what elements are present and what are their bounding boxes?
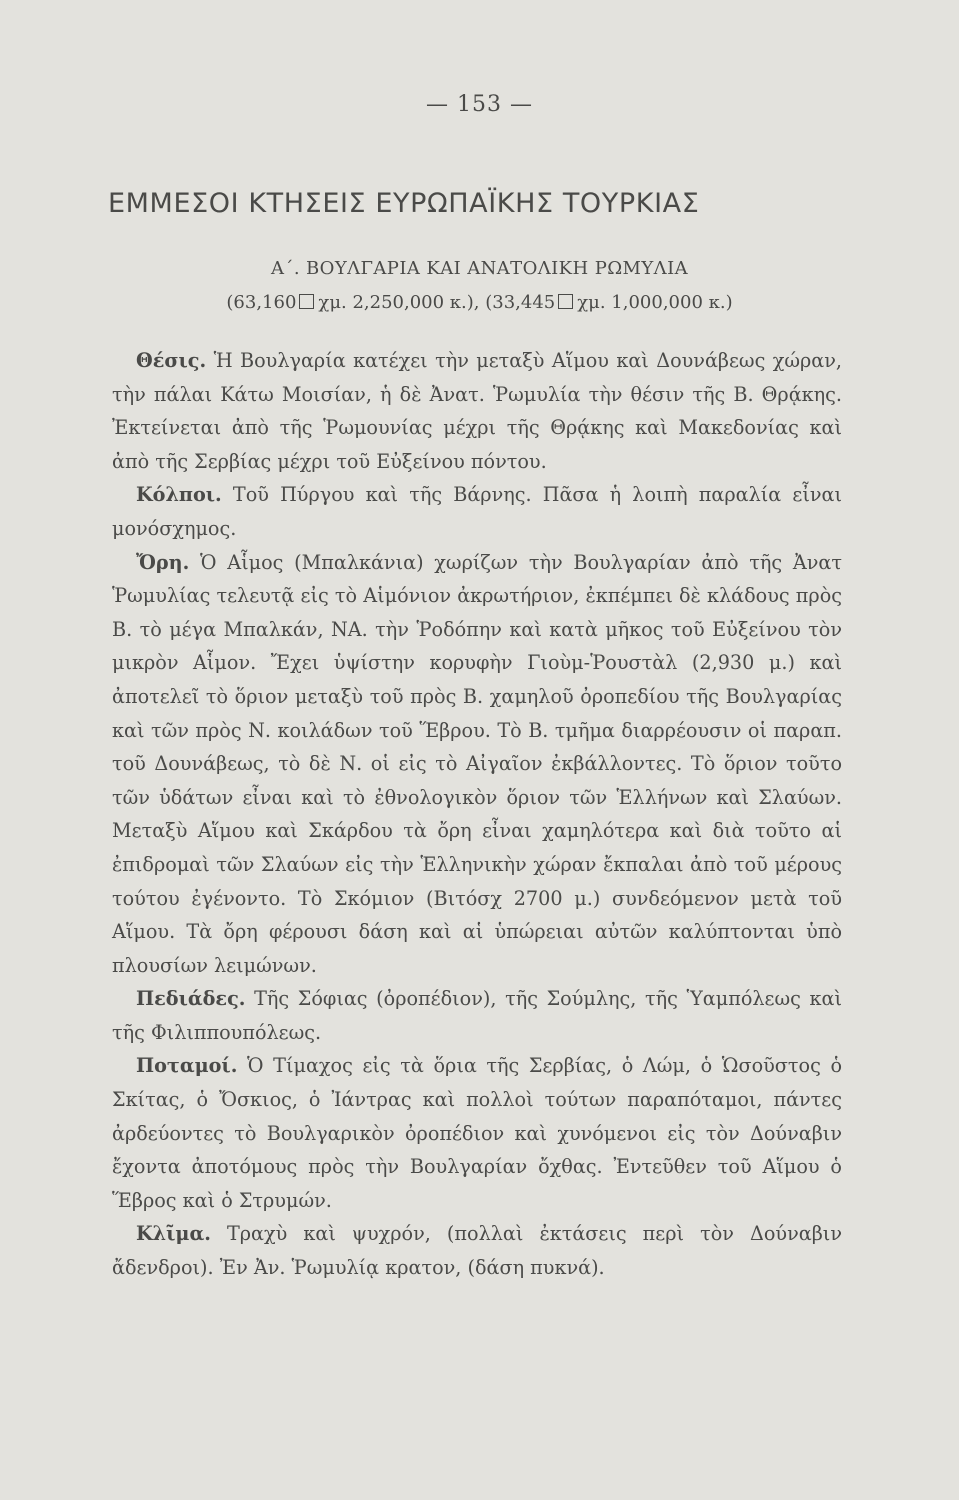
paragraph-climate [112,1217,842,1284]
paragraph-plains [112,982,842,1049]
paragraph-heading: Κόλποι. [136,483,222,507]
paragraph-heading: Ὄρη. [136,550,190,574]
section-subtitle: Α΄. ΒΟΥΛΓΑΡΙΑ ΚΑΙ ΑΝΑΤΟΛΙΚΗ ΡΩΜΥΛΙΑ [271,258,688,279]
paragraph-text: Ἡ Βουλγαρία κατέχει τὴν μεταξὺ Αἵμου καὶ Δουνάβεως χώραν, τὴν πάλαι Κάτω Μοισίαν, ἡ δὲ Ἀνατ. Ῥωμυλία τὴν θέσιν τῆς Β. Θρᾴκης. Ἐκτείνεται ἀπὸ τῆς Ῥωμουνίας μέχρι τῆς Θρᾴκης καὶ Μακεδονίας καὶ ἀπὸ τῆς Σερβίας μέχρι τοῦ Εὐξείνου πόντου. [112,349,842,473]
paragraph-gulfs [112,478,842,545]
square-symbol-icon [558,294,573,309]
stats-part1: χμ. 2,250,000 κ.), (33,445 [318,292,556,313]
paragraph-text: Ὁ Αἷμος (Μπαλκάνια) χωρίζων τὴν Βουλγαρίαν ἀπὸ τῆς Ἀνατ Ῥωμυλίας τελευτᾷ εἰς τὸ Αἱμόνιον ἀκρωτήριον, ἐκπέμπει δὲ κλάδους πρὸς Β. τὸ μέγα Μπαλκάν, ΝΑ. τὴν Ῥοδόπην καὶ κατὰ μῆκος τοῦ Εὐξείνου τὸν μικρὸν Αἷμον. Ἔχει ὑψίστην κορυφὴν Γιοὺμ-Ῥουστὰλ (2,930 μ.) καὶ ἀποτελεῖ τὸ ὅριον μεταξὺ τοῦ πρὸς Β. χαμηλοῦ ὀροπεδίου τῆς Βουλγαρίας καὶ τῶν πρὸς Ν. κοιλάδων τοῦ Ἕβρου. Τὸ Β. τμῆμα διαρρέουσιν οἱ παραπ. τοῦ Δουνάβεως, τὸ δὲ Ν. οἱ εἰς τὸ Αἰγαῖον ἐκβάλλοντες. Τὸ ὅριον τοῦτο τῶν ὑδάτων εἶναι καὶ τὸ ἐθνολογικὸν ὅριον τῶν Ἑλλήνων καὶ Σλαύων. Μεταξὺ Αἵμου καὶ Σκάρδου τὰ ὄρη εἶναι χαμηλότερα καὶ διὰ τοῦτο αἱ ἐπιδρομαὶ τῶν Σλαύων εἰς τὴν Ἑλληνικὴν χώραν ἔκπαλαι ἀπὸ τοῦ μέρους τούτου ἐγένοντο. Τὸ Σκόμιον (Βιτόσχ 2700 μ.) συνδεόμενον μετὰ τοῦ Αἵμου. Τὰ ὄρη φέρουσι δάση καὶ αἱ ὑπώρειαι αὐτῶν καλύπτονται ὑπὸ πλουσίων λειμώνων. [112,550,842,977]
paragraph-heading: Ποταμοί. [136,1054,238,1078]
chapter-title: ΕΜΜΕΣΟΙ ΚΤΗΣΕΙΣ ΕΥΡΩΠΑΪΚΗΣ ΤΟΥΡΚΙΑΣ [108,188,700,219]
paragraph-heading: Θέσις. [136,349,207,372]
paragraph-heading: Πεδιάδες. [136,987,246,1011]
paragraph-position [112,344,842,478]
body-text [112,344,842,1285]
stats-part2: χμ. 1,000,000 κ.) [577,292,733,313]
paragraph-heading: Κλῖμα. [136,1222,211,1246]
paragraph-text: Τραχὺ καὶ ψυχρόν, (πολλαὶ ἐκτάσεις περὶ τὸν Δούναβιν ἄδενδροι). Ἐν Ἀν. Ῥωμυλίᾳ κρατον, (δάση πυκνά). [112,1222,842,1280]
paragraph-text: Ὁ Τίμαχος εἰς τὰ ὅρια τῆς Σερβίας, ὁ Λώμ, ὁ Ὡσοῦστος ὁ Σκίτας, ὁ Ὄσκιος, ὁ Ἰάντρας καὶ πολλοὶ τούτων παραπόταμοι, πάντες ἀρδεύοντες τὸ Βουλγαρικὸν ὀροπέδιον καὶ χυνόμενοι εἰς τὸν Δούναβιν ἔχοντα ἀποτόμους πρὸς τὴν Βουλγαρίαν ὄχθας. Ἐντεῦθεν τοῦ Αἵμου ὁ Ἕβρος καὶ ὁ Στρυμών. [112,1054,842,1212]
paragraph-text: Τοῦ Πύργου καὶ τῆς Βάρνης. Πᾶσα ἡ λοιπὴ παραλία εἶναι μονόσχημος. [112,483,842,540]
square-symbol-icon [299,294,314,309]
paragraph-rivers [112,1049,842,1217]
paragraph-mountains [112,546,842,983]
paragraph-text: Τῆς Σόφιας (ὀροπέδιον), τῆς Σούμλης, τῆς Ὑαμπόλεως καὶ τῆς Φιλιππουπόλεως. [112,987,842,1044]
area-population-line [0,292,959,313]
page-number: — 153 — [426,92,533,117]
stats-open: (63,160 [226,292,297,313]
